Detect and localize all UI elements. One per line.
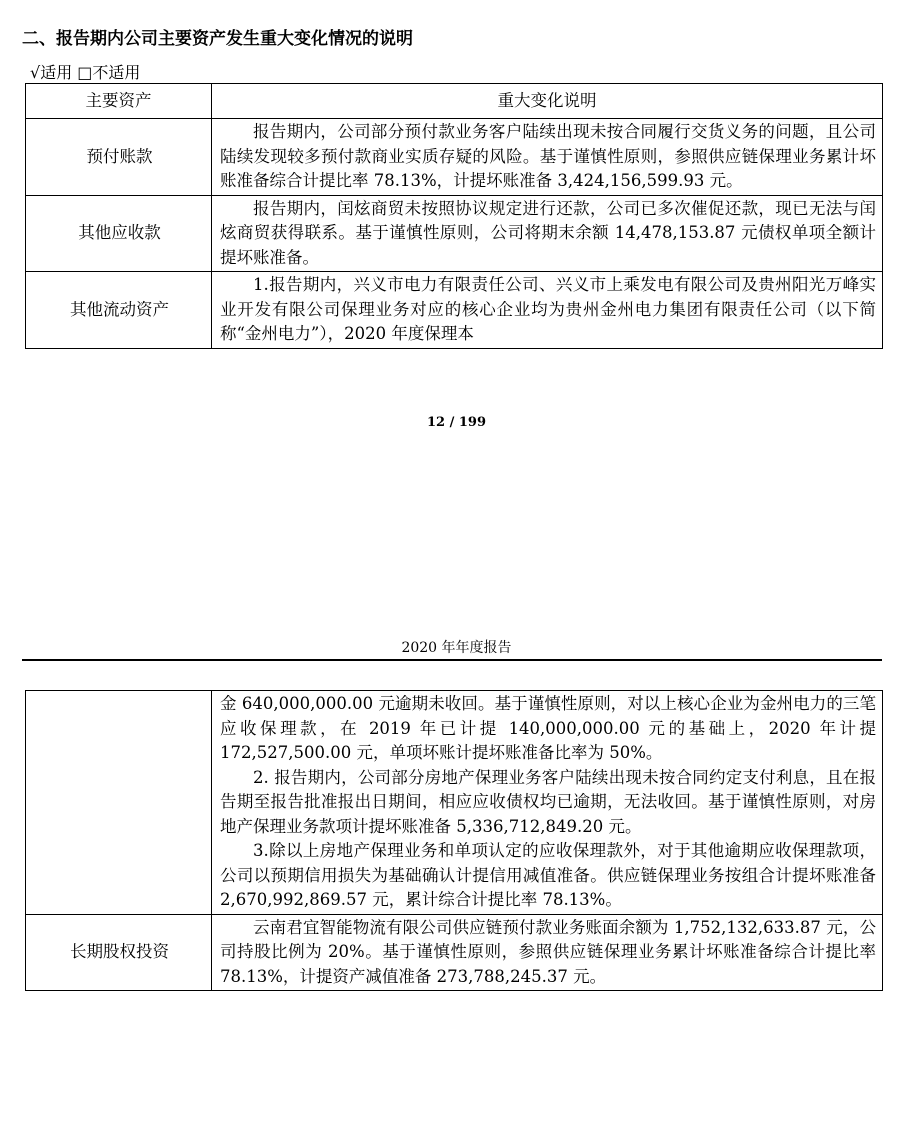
table-row [26,272,883,349]
section-title: 二、报告期内公司主要资产发生重大变化情况的说明 [22,29,413,49]
row-label-other-receivables: 其他应收款 [26,195,212,272]
row-desc-other-current-assets [212,272,883,349]
assets-change-table-continued [25,690,883,991]
header-change-description: 重大变化说明 [212,84,883,119]
table-row [26,914,883,991]
header-divider [22,659,882,661]
description-paragraph: 金 640,000,000.00 元逾期未收回。基于谨慎性原则，对以上核心企业为金州电力的三笔应收保理款，在 2019 年已计提 140,000,000.00 元的基础上，2020 年计提 172,527,500.00 元，单项坏账计提坏账准备比率为 50%。 [220,694,876,762]
row-label-continued [26,691,212,915]
assets-change-table [25,83,883,349]
row-desc-prepayments [212,119,883,196]
header-main-assets: 主要资产 [26,84,212,119]
row-desc-long-term-equity [212,914,883,991]
description-paragraph: 3.除以上房地产保理业务和单项认定的应收保理款外，对于其他逾期应收保理款项，公司以预期信用损失为基础确认计提信用减值准备。供应链保理业务按组合计提坏账准备 2,670,992,869.57 元，累计综合计提比率 78.13%。 [220,841,876,909]
row-label-prepayments: 预付账款 [26,119,212,196]
table-row [26,119,883,196]
row-label-other-current-assets: 其他流动资产 [26,272,212,349]
table-row [26,691,883,915]
table-header-row [26,84,883,119]
description-paragraph: 报告期内，公司部分预付款业务客户陆续出现未按合同履行交货义务的问题，且公司陆续发现较多预付款商业实质存疑的风险。基于谨慎性原则，参照供应链保理业务累计坏账准备综合计提比率 78.13%，计提坏账准备 3,424,156,599.93 元。 [220,122,876,190]
table-row [26,195,883,272]
description-paragraph: 2. 报告期内，公司部分房地产保理业务客户陆续出现未按合同约定支付利息，且在报告期至报告批准报出日期间，相应应收债权均已逾期，无法收回。基于谨慎性原则，对房地产保理业务款项计提坏账准备 5,336,712,849.20 元。 [220,767,876,836]
applicable-checkbox-line: √适用 □不适用 [30,63,141,82]
description-paragraph: 1.报告期内，兴义市电力有限责任公司、兴义市上乘发电有限公司及贵州阳光万峰实业开发有限公司保理业务对应的核心企业均为贵州金州电力集团有限责任公司（以下简称“金州电力”），2020 年度保理本 [220,275,876,343]
description-paragraph: 报告期内，闰炫商贸未按照协议规定进行还款，公司已多次催促还款，现已无法与闰炫商贸获得联系。基于谨慎性原则，公司将期末余额 14,478,153.87 元债权单项全额计提坏账准备。 [220,198,876,267]
row-desc-other-receivables [212,195,883,272]
description-paragraph: 云南君宜智能物流有限公司供应链预付款业务账面余额为 1,752,132,633.87 元，公司持股比例为 20%。基于谨慎性原则，参照供应链保理业务累计坏账准备综合计提比率 78.13%，计提资产减值准备 273,788,245.37 元。 [220,917,876,986]
report-header: 2020 年年度报告 [401,640,512,656]
row-label-long-term-equity: 长期股权投资 [26,914,212,991]
row-desc-continued [212,691,883,915]
page-number: 12 / 199 [426,415,487,430]
